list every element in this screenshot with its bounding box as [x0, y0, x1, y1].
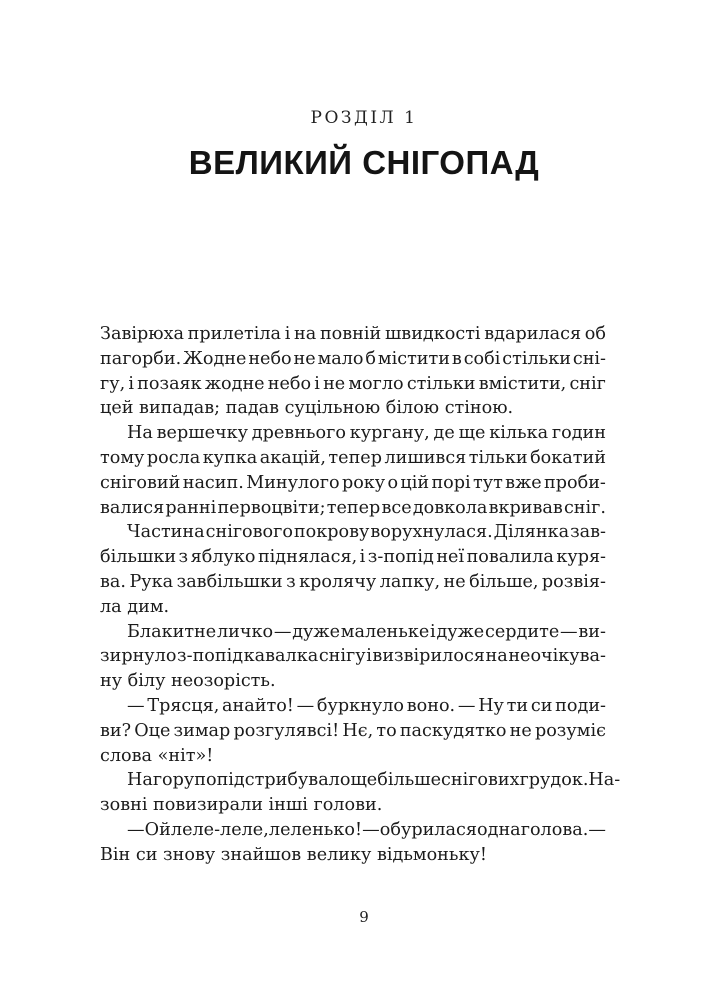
text-line: сніговий насип. Минулого року о цій порі тут вже проби- — [100, 472, 606, 493]
text-line: тому росла купка акацій, тепер лишився тільки бокатий — [100, 447, 606, 468]
text-line: ну білу неозорість. — [100, 671, 276, 692]
text-line: цей випадав; падав суцільною білою стіною. — [100, 398, 514, 419]
text-line: слова «ніт»! — [100, 745, 214, 766]
text-line: пагорби. Жодне небо не мало б містити в собі стільки сні- — [100, 348, 606, 369]
text-line: Частина снігового покрову ворухнулася. Ділянка зав- — [127, 522, 606, 543]
text-line: ва. Рука завбільшки з кролячу лапку, не більше, розвія- — [100, 571, 606, 592]
page-number: 9 — [359, 908, 369, 926]
text-line: ви? Оце зимар розгулявсі! Нє, то паскудятко не розуміє — [100, 720, 606, 741]
text-line: гу, і позаяк жодне небо і не могло стільки вмістити, сніг — [100, 373, 606, 394]
text-line: — Ой леле-леле, леленько! — обурилася одна голова. — — [127, 819, 606, 840]
chapter-title: ВЕЛИКИЙ СНІГОПАД — [188, 144, 540, 181]
text-line: валися ранні первоцвіти; тепер все довкола вкривав сніг. — [100, 497, 606, 518]
chapter-label: РОЗДІЛ 1 — [310, 108, 418, 128]
text-line: більшки з яблуко піднялася, і з-попід неї повалила куря- — [100, 547, 606, 568]
text-line: Завірюха прилетіла і на повній швидкості вдарилася об — [100, 324, 606, 344]
text-line: — Трясця, анайто! — буркнуло воно. — Ну ти си поди- — [127, 695, 606, 716]
text-line: На вершечку древнього кургану, де ще кілька годин — [127, 423, 606, 444]
text-line: Блакитне личко — дуже маленьке і дуже сердите — ви- — [127, 621, 606, 642]
text-line: зовні повизирали інші голови. — [100, 795, 383, 816]
body-text — [100, 322, 621, 868]
text-line: Він си знову знайшов велику відьмоньку! — [100, 844, 487, 865]
text-line: зирнуло з-попід кавалка снігу і визвірилося на неочікува- — [100, 646, 606, 667]
text-line: Нагору попідстрибувало ще більше снігових грудок. На- — [127, 770, 621, 791]
text-line: ла дим. — [100, 596, 170, 617]
